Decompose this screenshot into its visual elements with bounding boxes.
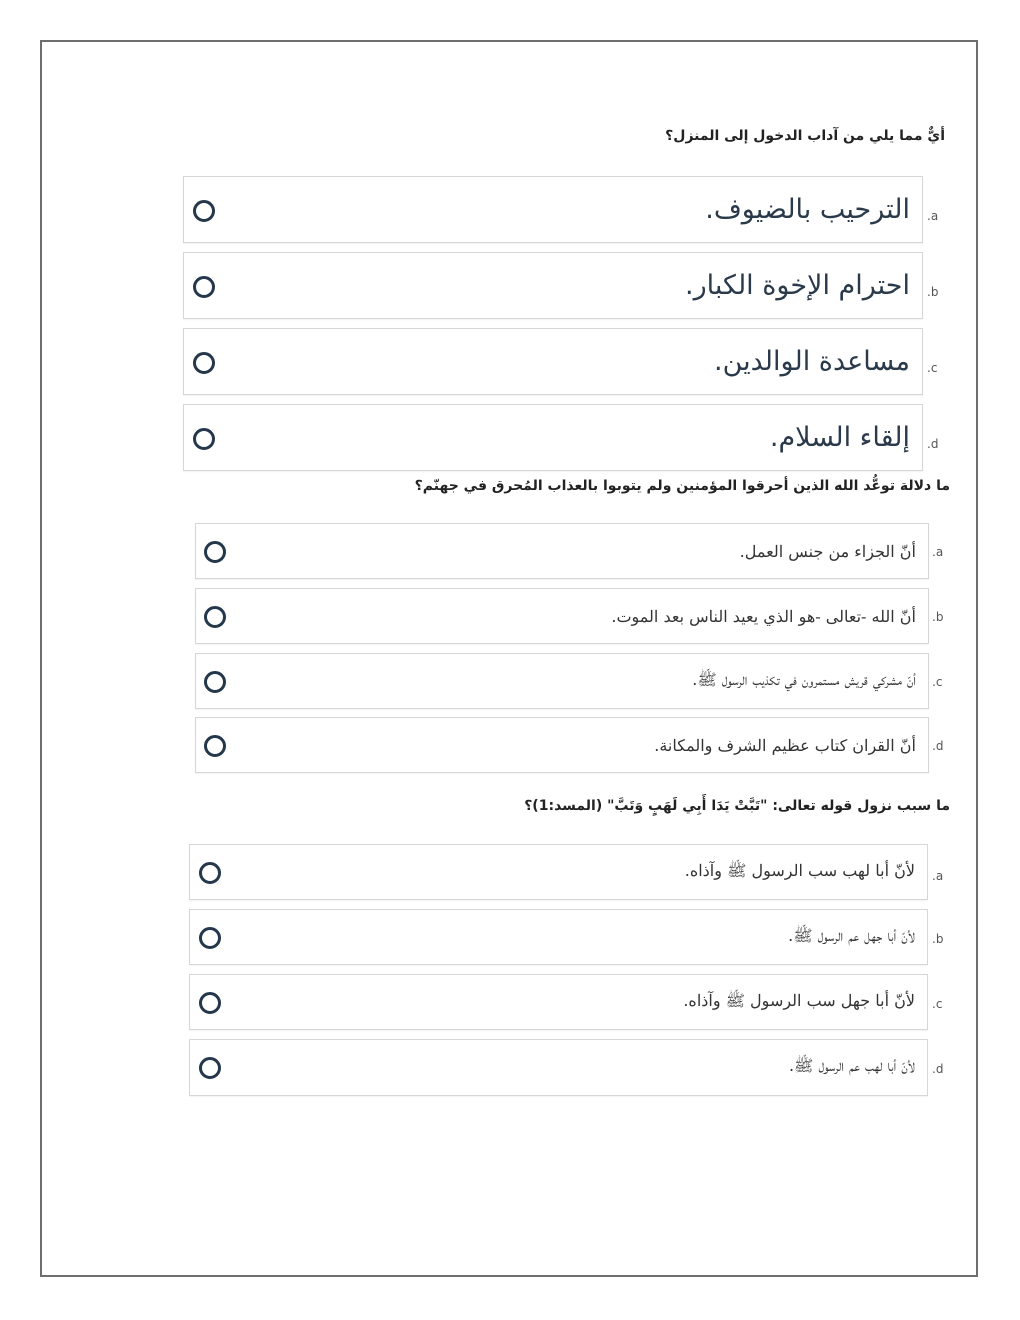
option-letter: .d [927, 437, 939, 451]
option-letter: .d [932, 739, 944, 753]
option-label: الترحيب بالضيوف. [705, 194, 910, 225]
option-letter: .a [932, 545, 944, 559]
radio-icon[interactable] [193, 428, 215, 450]
radio-icon[interactable] [193, 276, 215, 298]
option-q3-b[interactable] [189, 909, 928, 965]
option-q2-c[interactable] [195, 653, 929, 709]
option-letter: .c [927, 361, 938, 375]
radio-icon[interactable] [204, 735, 226, 757]
option-label: أنّ الله -تعالى -هو الذي يعيد الناس بعد الموت. [611, 606, 916, 626]
option-q1-b[interactable] [183, 252, 923, 319]
option-q2-d[interactable] [195, 717, 929, 773]
option-q1-c[interactable] [183, 328, 923, 395]
radio-icon[interactable] [199, 862, 221, 884]
option-label: مساعدة الوالدين. [713, 346, 910, 377]
option-q3-c[interactable] [189, 974, 928, 1030]
option-label: أنّ القران كتاب عظيم الشرف والمكانة. [654, 735, 916, 755]
radio-icon[interactable] [199, 1057, 221, 1079]
option-q2-b[interactable] [195, 588, 929, 644]
radio-icon[interactable] [204, 606, 226, 628]
option-q1-d[interactable] [183, 404, 923, 471]
radio-icon[interactable] [204, 671, 226, 693]
radio-icon[interactable] [204, 541, 226, 563]
radio-icon[interactable] [193, 352, 215, 374]
radio-icon[interactable] [199, 992, 221, 1014]
option-label: لأنّ أبا لهب عم الرسول ﷺ. [788, 1056, 915, 1075]
radio-icon[interactable] [199, 927, 221, 949]
option-label: لأنّ أبا لهب سب الرسول ﷺ وآذاه. [684, 860, 915, 880]
option-letter: .a [932, 869, 944, 883]
option-q3-d[interactable] [189, 1039, 928, 1096]
option-letter: .a [927, 209, 939, 223]
option-letter: .b [932, 932, 944, 946]
option-label: إلقاء السلام. [769, 422, 910, 453]
radio-icon[interactable] [193, 200, 215, 222]
option-letter: .c [932, 675, 943, 689]
question-3-text: ما سبب نزول قوله تعالى: "تَبَّتْ يَدَا أَبِي لَهَبٍ وَتَبَّ" (المسد:1)؟ [524, 798, 950, 814]
question-2-text: ما دلالة توعُّد الله الذين أحرقوا المؤمنين ولم يتوبوا بالعذاب المُحرق في جهنّم؟ [414, 478, 950, 494]
option-label: احترام الإخوة الكبار. [685, 270, 910, 301]
option-q1-a[interactable] [183, 176, 923, 243]
option-label: لأنّ أبا جهل سب الرسول ﷺ وآذاه. [683, 990, 915, 1010]
option-letter: .b [932, 610, 944, 624]
option-letter: .c [932, 997, 943, 1011]
option-letter: .b [927, 285, 939, 299]
option-label: أنّ الجزاء من جنس العمل. [739, 541, 916, 561]
option-label: لأنّ أبا جهل عم الرسول ﷺ. [788, 925, 915, 945]
option-q3-a[interactable] [189, 844, 928, 900]
option-q2-a[interactable] [195, 523, 929, 579]
option-label: أنّ مشركي قريش مستمرون في تكذيب الرسول ﷺ. [692, 669, 916, 689]
question-1-text: أيٌّ مما يلي من آداب الدخول إلى المنزل؟ [665, 128, 945, 144]
option-letter: .d [932, 1062, 944, 1076]
